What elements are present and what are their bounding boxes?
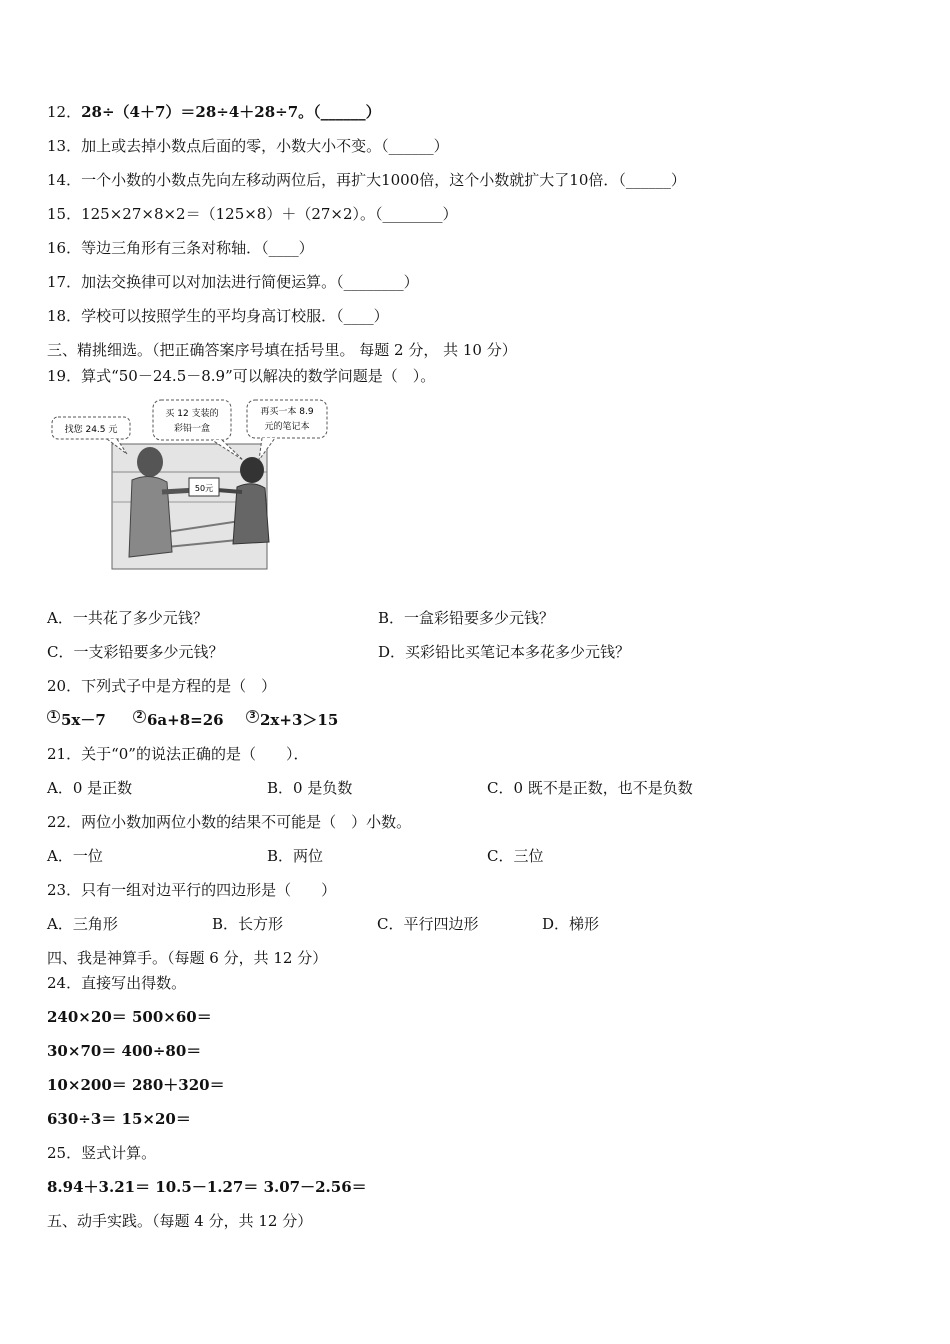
q19-option-a: A．一共花了多少元钱？	[47, 609, 208, 627]
shopping-illustration	[47, 392, 337, 572]
cashier-body	[129, 476, 172, 557]
circled-number-3: 3	[246, 710, 259, 723]
question-12: 12．28÷（4＋7）＝28÷4＋28÷7。（______）	[47, 103, 381, 121]
bubble-text-pencils-1: 买 12 支装的	[165, 409, 219, 419]
q20-item-1: 1 5x－7	[47, 710, 106, 730]
section-4-title: 四、我是神算手。（每题 6 分，共 12 分）	[47, 949, 328, 967]
question-16: 16．等边三角形有三条对称轴．（____）	[47, 239, 314, 257]
speech-bubble-notebook	[247, 400, 327, 438]
q22-option-b: B．两位	[267, 847, 324, 865]
q23-option-c: C．平行四边形	[377, 915, 479, 933]
bubble-text-pencils-2: 彩铅一盒	[173, 424, 211, 434]
q24-row-2: 30×70＝ 400÷80＝	[47, 1042, 202, 1060]
bill-label: 50元	[194, 484, 214, 493]
q21-option-a: A．0 是正数	[47, 779, 133, 797]
circled-number-2: 2	[133, 710, 146, 723]
q21-option-b: B．0 是负数	[267, 779, 353, 797]
q19-option-d: D．买彩铅比买笔记本多花多少元钱？	[378, 643, 631, 661]
bubble-text-change: 找您 24.5 元	[64, 425, 118, 435]
question-14: 14．一个小数的小数点先向左移动两位后，再扩大1000倍，这个小数就扩大了10倍．（______）	[47, 171, 686, 189]
q19-option-c: C．一支彩铅要多少元钱？	[47, 643, 224, 661]
question-24-stem: 24．直接写出得数。	[47, 974, 187, 992]
question-21-stem: 21．关于“0”的说法正确的是（ ）．	[47, 745, 309, 763]
bubble-text-notebook-1: 再买一本 8.9	[260, 407, 314, 417]
q23-option-a: A．三角形	[47, 915, 118, 933]
q24-row-4: 630÷3＝ 15×20＝	[47, 1110, 191, 1128]
q22-option-a: A．一位	[47, 847, 103, 865]
question-18: 18．学校可以按照学生的平均身高订校服．（____）	[47, 307, 389, 325]
q20-item-2: 2 6a+8=26	[133, 710, 224, 730]
section-3-title: 三、精挑细选。（把正确答案序号填在括号里。 每题 2 分， 共 10 分）	[47, 341, 517, 359]
q24-row-1: 240×20＝ 500×60＝	[47, 1008, 212, 1026]
question-20-stem: 20．下列式子中是方程的是（ ）	[47, 677, 277, 695]
bubble-text-notebook-2: 元的笔记本	[264, 422, 310, 432]
question-13: 13．加上或去掉小数点后面的零，小数大小不变。（______）	[47, 137, 449, 155]
q23-option-b: B．长方形	[212, 915, 284, 933]
q25-row: 8.94＋3.21＝ 10.5－1.27＝ 3.07－2.56＝	[47, 1178, 367, 1196]
q22-option-c: C．三位	[487, 847, 544, 865]
question-17: 17．加法交换律可以对加法进行简便运算。（________）	[47, 273, 419, 291]
question-15: 15．125×27×8×2＝（125×8）＋（27×2）。（________）	[47, 205, 458, 223]
q21-option-c: C．0 既不是正数，也不是负数	[487, 779, 693, 797]
girl-head	[240, 457, 264, 483]
q24-row-3: 10×200＝ 280＋320＝	[47, 1076, 225, 1094]
question-19-stem: 19．算式“50－24.5－8.9”可以解决的数学问题是（ ）。	[47, 367, 436, 385]
section-5-title: 五、动手实践。（每题 4 分，共 12 分）	[47, 1212, 313, 1230]
q19-option-b: B．一盒彩铅要多少元钱？	[378, 609, 555, 627]
question-22-stem: 22．两位小数加两位小数的结果不可能是（ ）小数。	[47, 813, 412, 831]
circled-number-1: 1	[47, 710, 60, 723]
q23-option-d: D．梯形	[542, 915, 600, 933]
question-23-stem: 23．只有一组对边平行的四边形是（ ）	[47, 881, 337, 899]
cashier-head	[137, 447, 163, 477]
q20-item-3: 3 2x+3＞15	[246, 710, 338, 730]
question-25-stem: 25．竖式计算。	[47, 1144, 157, 1162]
speech-bubble-pencils	[153, 400, 231, 440]
